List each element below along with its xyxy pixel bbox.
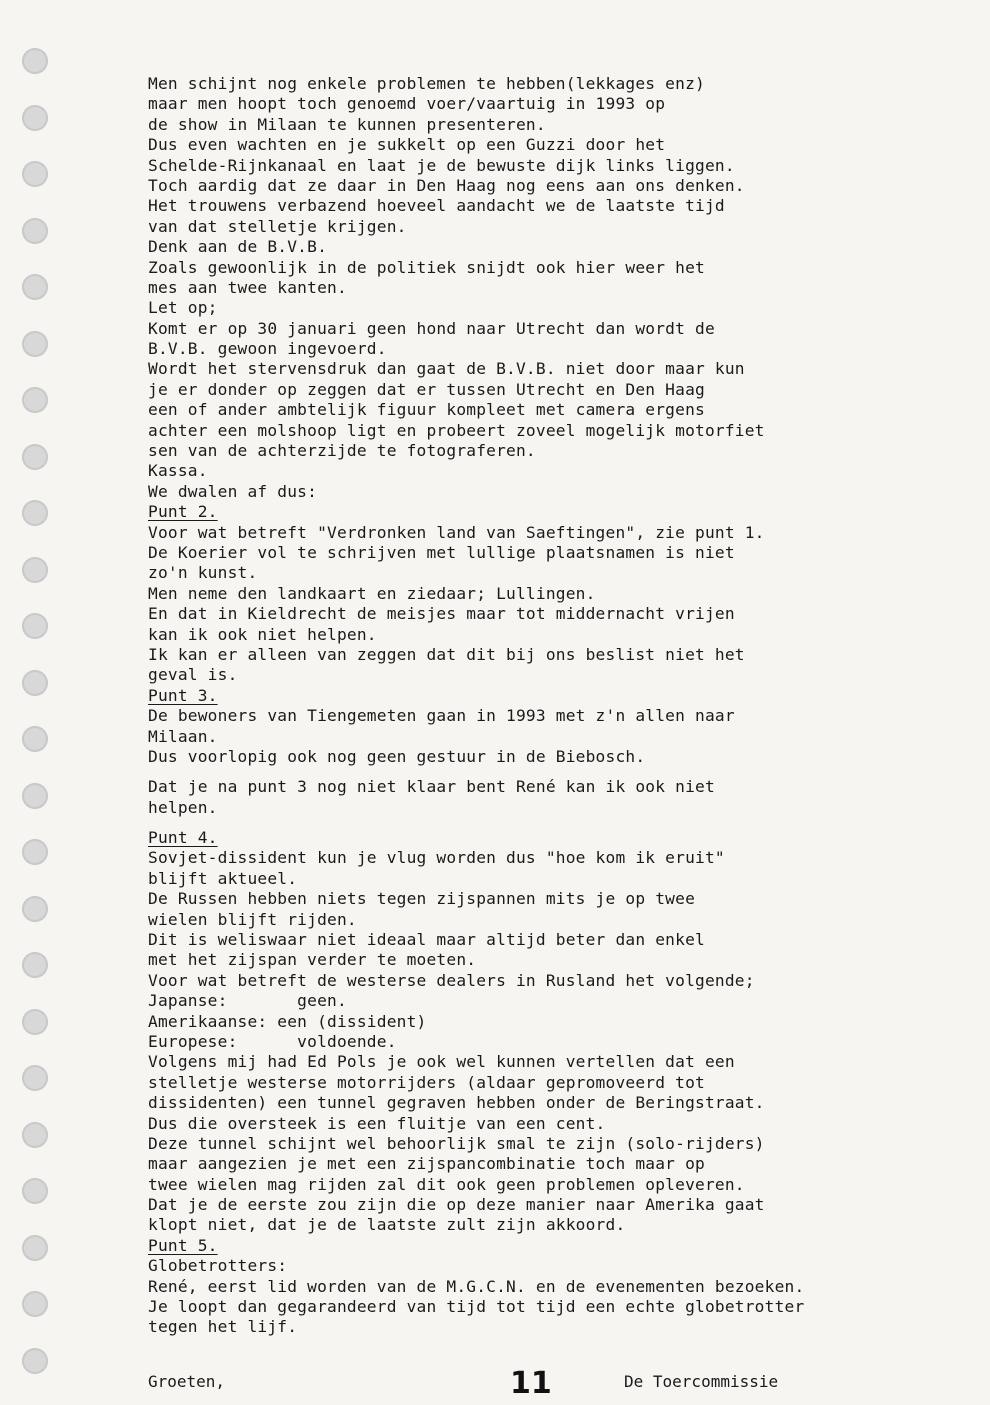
- binder-hole: [22, 1122, 48, 1148]
- text-line: maar men hoopt toch genoemd voer/vaartuig in 1993 op: [148, 94, 666, 114]
- text-line: René, eerst lid worden van de M.G.C.N. en de evenementen bezoeken.: [148, 1276, 805, 1296]
- text-line: Let op;: [148, 298, 218, 318]
- binder-hole: [22, 783, 48, 809]
- text-line: Dus voorlopig ook nog geen gestuur in de Biebosch.: [148, 746, 646, 766]
- binder-hole: [22, 557, 48, 583]
- punt-3-followup: [148, 777, 968, 818]
- binder-hole: [22, 387, 48, 413]
- punt-4-heading: Punt 4.: [148, 828, 218, 848]
- binder-hole: [22, 613, 48, 639]
- binder-hole: [22, 670, 48, 696]
- text-line: Denk aan de B.V.B.: [148, 237, 328, 257]
- binder-hole: [22, 105, 48, 131]
- binder-hole: [22, 952, 48, 978]
- text-line: Japanse: geen.: [148, 991, 347, 1011]
- punt-3-text: [148, 706, 968, 767]
- text-line: Voor wat betreft "Verdronken land van Saeftingen", zie punt 1.: [148, 522, 765, 542]
- text-line: De bewoners van Tiengemeten gaan in 1993 met z'n allen naar: [148, 706, 735, 726]
- text-line: Schelde-Rijnkanaal en laat je de bewuste dijk links liggen.: [148, 155, 735, 175]
- punt-2-heading: Punt 2.: [148, 502, 218, 522]
- signature: De Toercommissie: [624, 1372, 779, 1391]
- page-number: 11: [510, 1366, 552, 1401]
- text-line: B.V.B. gewoon ingevoerd.: [148, 339, 387, 359]
- text-line: Zoals gewoonlijk in de politiek snijdt ook hier weer het: [148, 257, 705, 277]
- text-line: Het trouwens verbazend hoeveel aandacht we de laatste tijd: [148, 196, 725, 216]
- text-line: Dit is weliswaar niet ideaal maar altijd beter dan enkel: [148, 930, 705, 950]
- text-line: dissidenten) een tunnel gegraven hebben onder de Beringstraat.: [148, 1093, 765, 1113]
- text-line: Men neme den landkaart en ziedaar; Lullingen.: [148, 583, 596, 603]
- text-line: Je loopt dan gegarandeerd van tijd tot tijd een echte globetrotter: [148, 1297, 805, 1317]
- text-line: blijft aktueel.: [148, 868, 298, 888]
- text-line: En dat in Kieldrecht de meisjes maar tot middernacht vrijen: [148, 604, 735, 624]
- punt-4-text: [148, 848, 968, 1235]
- binder-hole: [22, 274, 48, 300]
- text-line: tegen het lijf.: [148, 1317, 298, 1337]
- text-line: Amerikaanse: een (dissident): [148, 1011, 427, 1031]
- text-line: wielen blijft rijden.: [148, 909, 357, 929]
- text-line: de show in Milaan te kunnen presenteren.: [148, 114, 546, 134]
- text-line: met het zijspan verder te moeten.: [148, 950, 477, 970]
- letter-body: [148, 74, 968, 1338]
- binder-hole: [22, 1291, 48, 1317]
- text-line: geval is.: [148, 665, 238, 685]
- text-line: Dus even wachten en je sukkelt op een Guzzi door het: [148, 135, 666, 155]
- binder-hole: [22, 726, 48, 752]
- text-line: kan ik ook niet helpen.: [148, 624, 377, 644]
- binder-hole: [22, 331, 48, 357]
- greeting: Groeten,: [148, 1372, 226, 1391]
- text-line: je er donder op zeggen dat er tussen Utrecht en Den Haag: [148, 379, 705, 399]
- text-line: helpen.: [148, 797, 218, 817]
- text-line: Sovjet-dissident kun je vlug worden dus "hoe kom ik eruit": [148, 848, 725, 868]
- text-line: Ik kan er alleen van zeggen dat dit bij ons beslist niet het: [148, 644, 745, 664]
- text-line: Men schijnt nog enkele problemen te hebben(lekkages enz): [148, 74, 705, 93]
- binder-hole: [22, 839, 48, 865]
- text-line: sen van de achterzijde te fotograferen.: [148, 441, 536, 461]
- text-line: mes aan twee kanten.: [148, 277, 347, 297]
- text-line: Komt er op 30 januari geen hond naar Utrecht dan wordt de: [148, 318, 715, 338]
- binder-hole: [22, 1009, 48, 1035]
- text-line: De Russen hebben niets tegen zijspannen mits je op twee: [148, 889, 696, 909]
- text-line: twee wielen mag rijden zal dit ook geen problemen opleveren.: [148, 1174, 745, 1194]
- text-line: Dat je de eerste zou zijn die op deze manier naar Amerika gaat: [148, 1195, 765, 1215]
- binder-hole: [22, 444, 48, 470]
- letter-footer: [148, 1366, 848, 1401]
- text-line: maar aangezien je met een zijspancombinatie toch maar op: [148, 1154, 705, 1174]
- binder-hole: [22, 1235, 48, 1261]
- text-line: Wordt het stervensdruk dan gaat de B.V.B. niet door maar kun: [148, 359, 745, 379]
- punt-2-text: [148, 523, 968, 686]
- binder-hole: [22, 896, 48, 922]
- text-line: Globetrotters:: [148, 1256, 288, 1276]
- text-line: Milaan.: [148, 726, 218, 746]
- binder-hole: [22, 161, 48, 187]
- binder-hole: [22, 1178, 48, 1204]
- binder-hole: [22, 1348, 48, 1374]
- text-line: We dwalen af dus:: [148, 481, 318, 501]
- intro-paragraph: [148, 74, 968, 502]
- text-line: Toch aardig dat ze daar in Den Haag nog eens aan ons denken.: [148, 175, 745, 195]
- text-line: achter een molshoop ligt en probeert zoveel mogelijk motorfiet: [148, 420, 765, 440]
- text-line: Dat je na punt 3 nog niet klaar bent René kan ik ook niet: [148, 777, 715, 797]
- text-line: Voor wat betreft de westerse dealers in Rusland het volgende;: [148, 970, 755, 990]
- text-line: zo'n kunst.: [148, 563, 258, 583]
- punt-3-heading: Punt 3.: [148, 685, 218, 705]
- text-line: van dat stelletje krijgen.: [148, 216, 407, 236]
- text-line: stelletje westerse motorrijders (aldaar gepromoveerd tot: [148, 1072, 705, 1092]
- text-line: De Koerier vol te schrijven met lullige plaatsnamen is niet: [148, 542, 735, 562]
- text-line: een of ander ambtelijk figuur kompleet met camera ergens: [148, 400, 705, 420]
- text-line: Europese: voldoende.: [148, 1031, 397, 1051]
- binder-hole: [22, 48, 48, 74]
- punt-5-heading: Punt 5.: [148, 1235, 218, 1255]
- binder-hole: [22, 500, 48, 526]
- text-line: Dus die oversteek is een fluitje van een cent.: [148, 1113, 606, 1133]
- text-line: Deze tunnel schijnt wel behoorlijk smal te zijn (solo-rijders): [148, 1133, 765, 1153]
- binder-holes: [22, 40, 52, 1400]
- text-line: Volgens mij had Ed Pols je ook wel kunnen vertellen dat een: [148, 1052, 735, 1072]
- binder-hole: [22, 1065, 48, 1091]
- punt-5-text: [148, 1256, 968, 1338]
- text-line: klopt niet, dat je de laatste zult zijn akkoord.: [148, 1215, 626, 1235]
- binder-hole: [22, 218, 48, 244]
- text-line: Kassa.: [148, 461, 208, 481]
